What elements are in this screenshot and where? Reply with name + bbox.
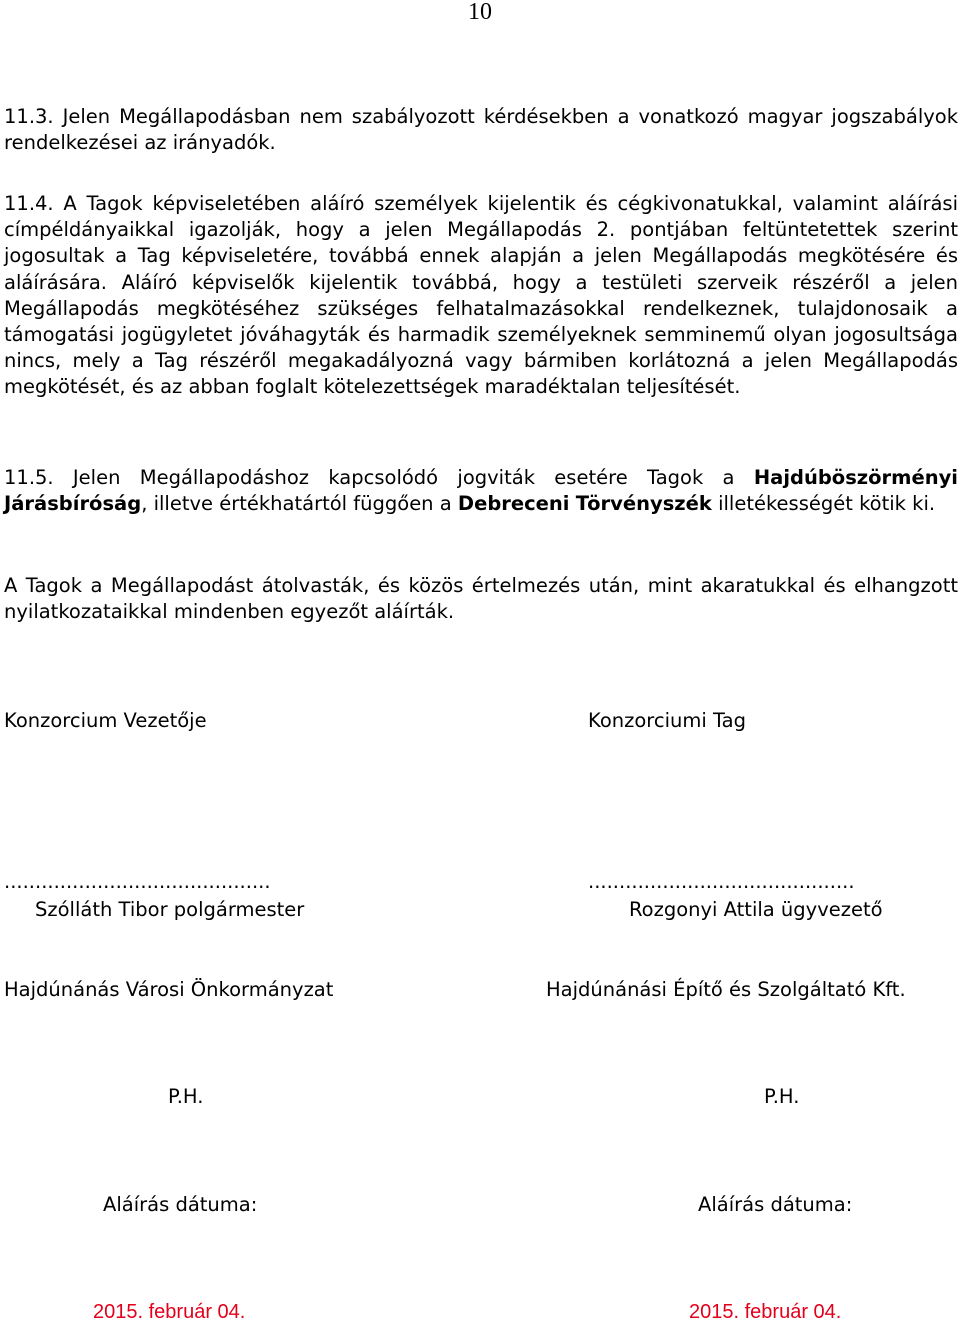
court-debreceni: Debreceni [457,492,570,516]
closing-statement: A Tagok a Megállapodást átolvasták, és közös értelmezés után, mint akaratukkal és elhangzott nyilatkozataikkal mindenben egyezőt aláírták. [4,574,958,624]
section-11-5-end: illetékességét kötik ki. [718,492,936,516]
signature-date-row [0,1298,960,1326]
left-signer-name: Szólláth Tibor polgármester [35,898,305,921]
left-stamp-placeholder: P.H. [168,1085,204,1108]
section-11-5-middle: , illetve értékhatártól függően a [141,492,452,516]
section-11-4-part2: Aláíró képviselők kijelentik továbbá, hogy a testületi szerveik részéről a jelen Megállapodás megkötéséhez szükséges felhatalmazásokkal rendelkeznek, tulajdonosaik a támogatási jogügyletet jóváhagyták és harmadik személyeknek semminemű olyan jogosultsága nincs, mely a Tag részéről megakadályozná vagy bármiben korlátozná a jelen Megállapodás megkötését, és az abban foglalt kötelezettségek maradéktalan teljesítését. [4,270,958,399]
signature-role-row [0,707,960,735]
right-signer-organization: Hajdúnánási Építő és Szolgáltató Kft. [546,978,906,1001]
section-11-3: 11.3. Jelen Megállapodásban nem szabályozott kérdésekben a vonatkozó magyar jogszabályok rendelkezései az irányadók. [4,105,958,155]
right-signature-line: ........................................... [588,870,855,893]
right-stamp-placeholder: P.H. [764,1085,800,1108]
signature-date-label-row [0,1191,960,1219]
signer-name-row [0,896,960,924]
signer-org-row [0,976,960,1004]
section-11-4 [4,191,958,401]
left-signature-line: ........................................... [4,870,271,893]
court-jarasbirosag: Hajdúböszörményi Járásbíróság [4,466,958,516]
left-signature-date: 2015. február 04. [93,1301,246,1323]
section-11-4-part1: 11.4. A Tagok képviseletében aláíró személyek kijelentik és cégkivonatukkal, valamint aláírási címpéldányaikkal igazolják, hogy a jelen Megállapodás 2. pontjában feltüntetettek szerint jogosultak a Tag képviseletére, továbbá ennek alapján a jelen Megállapodás megkötésére és aláírására. [4,192,958,294]
court-torvenyszek: Törvényszék [575,492,712,516]
section-11-5-intro: 11.5. Jelen Megállapodáshoz kapcsolódó jogviták esetére Tagok a [4,466,735,489]
stamp-placeholder-row [0,1083,960,1111]
signature-line-row [0,868,960,896]
page-number: 10 [468,0,492,25]
left-signer-role: Konzorcium Vezetője [4,709,207,732]
section-11-5 [4,465,958,517]
right-signer-role: Konzorciumi Tag [588,709,746,732]
right-signature-date-label: Aláírás dátuma: [698,1193,853,1216]
right-signature-date: 2015. február 04. [689,1301,842,1323]
right-signer-name: Rozgonyi Attila ügyvezető [629,898,883,921]
left-signer-organization: Hajdúnánás Városi Önkormányzat [4,978,334,1001]
left-signature-date-label: Aláírás dátuma: [103,1193,258,1216]
